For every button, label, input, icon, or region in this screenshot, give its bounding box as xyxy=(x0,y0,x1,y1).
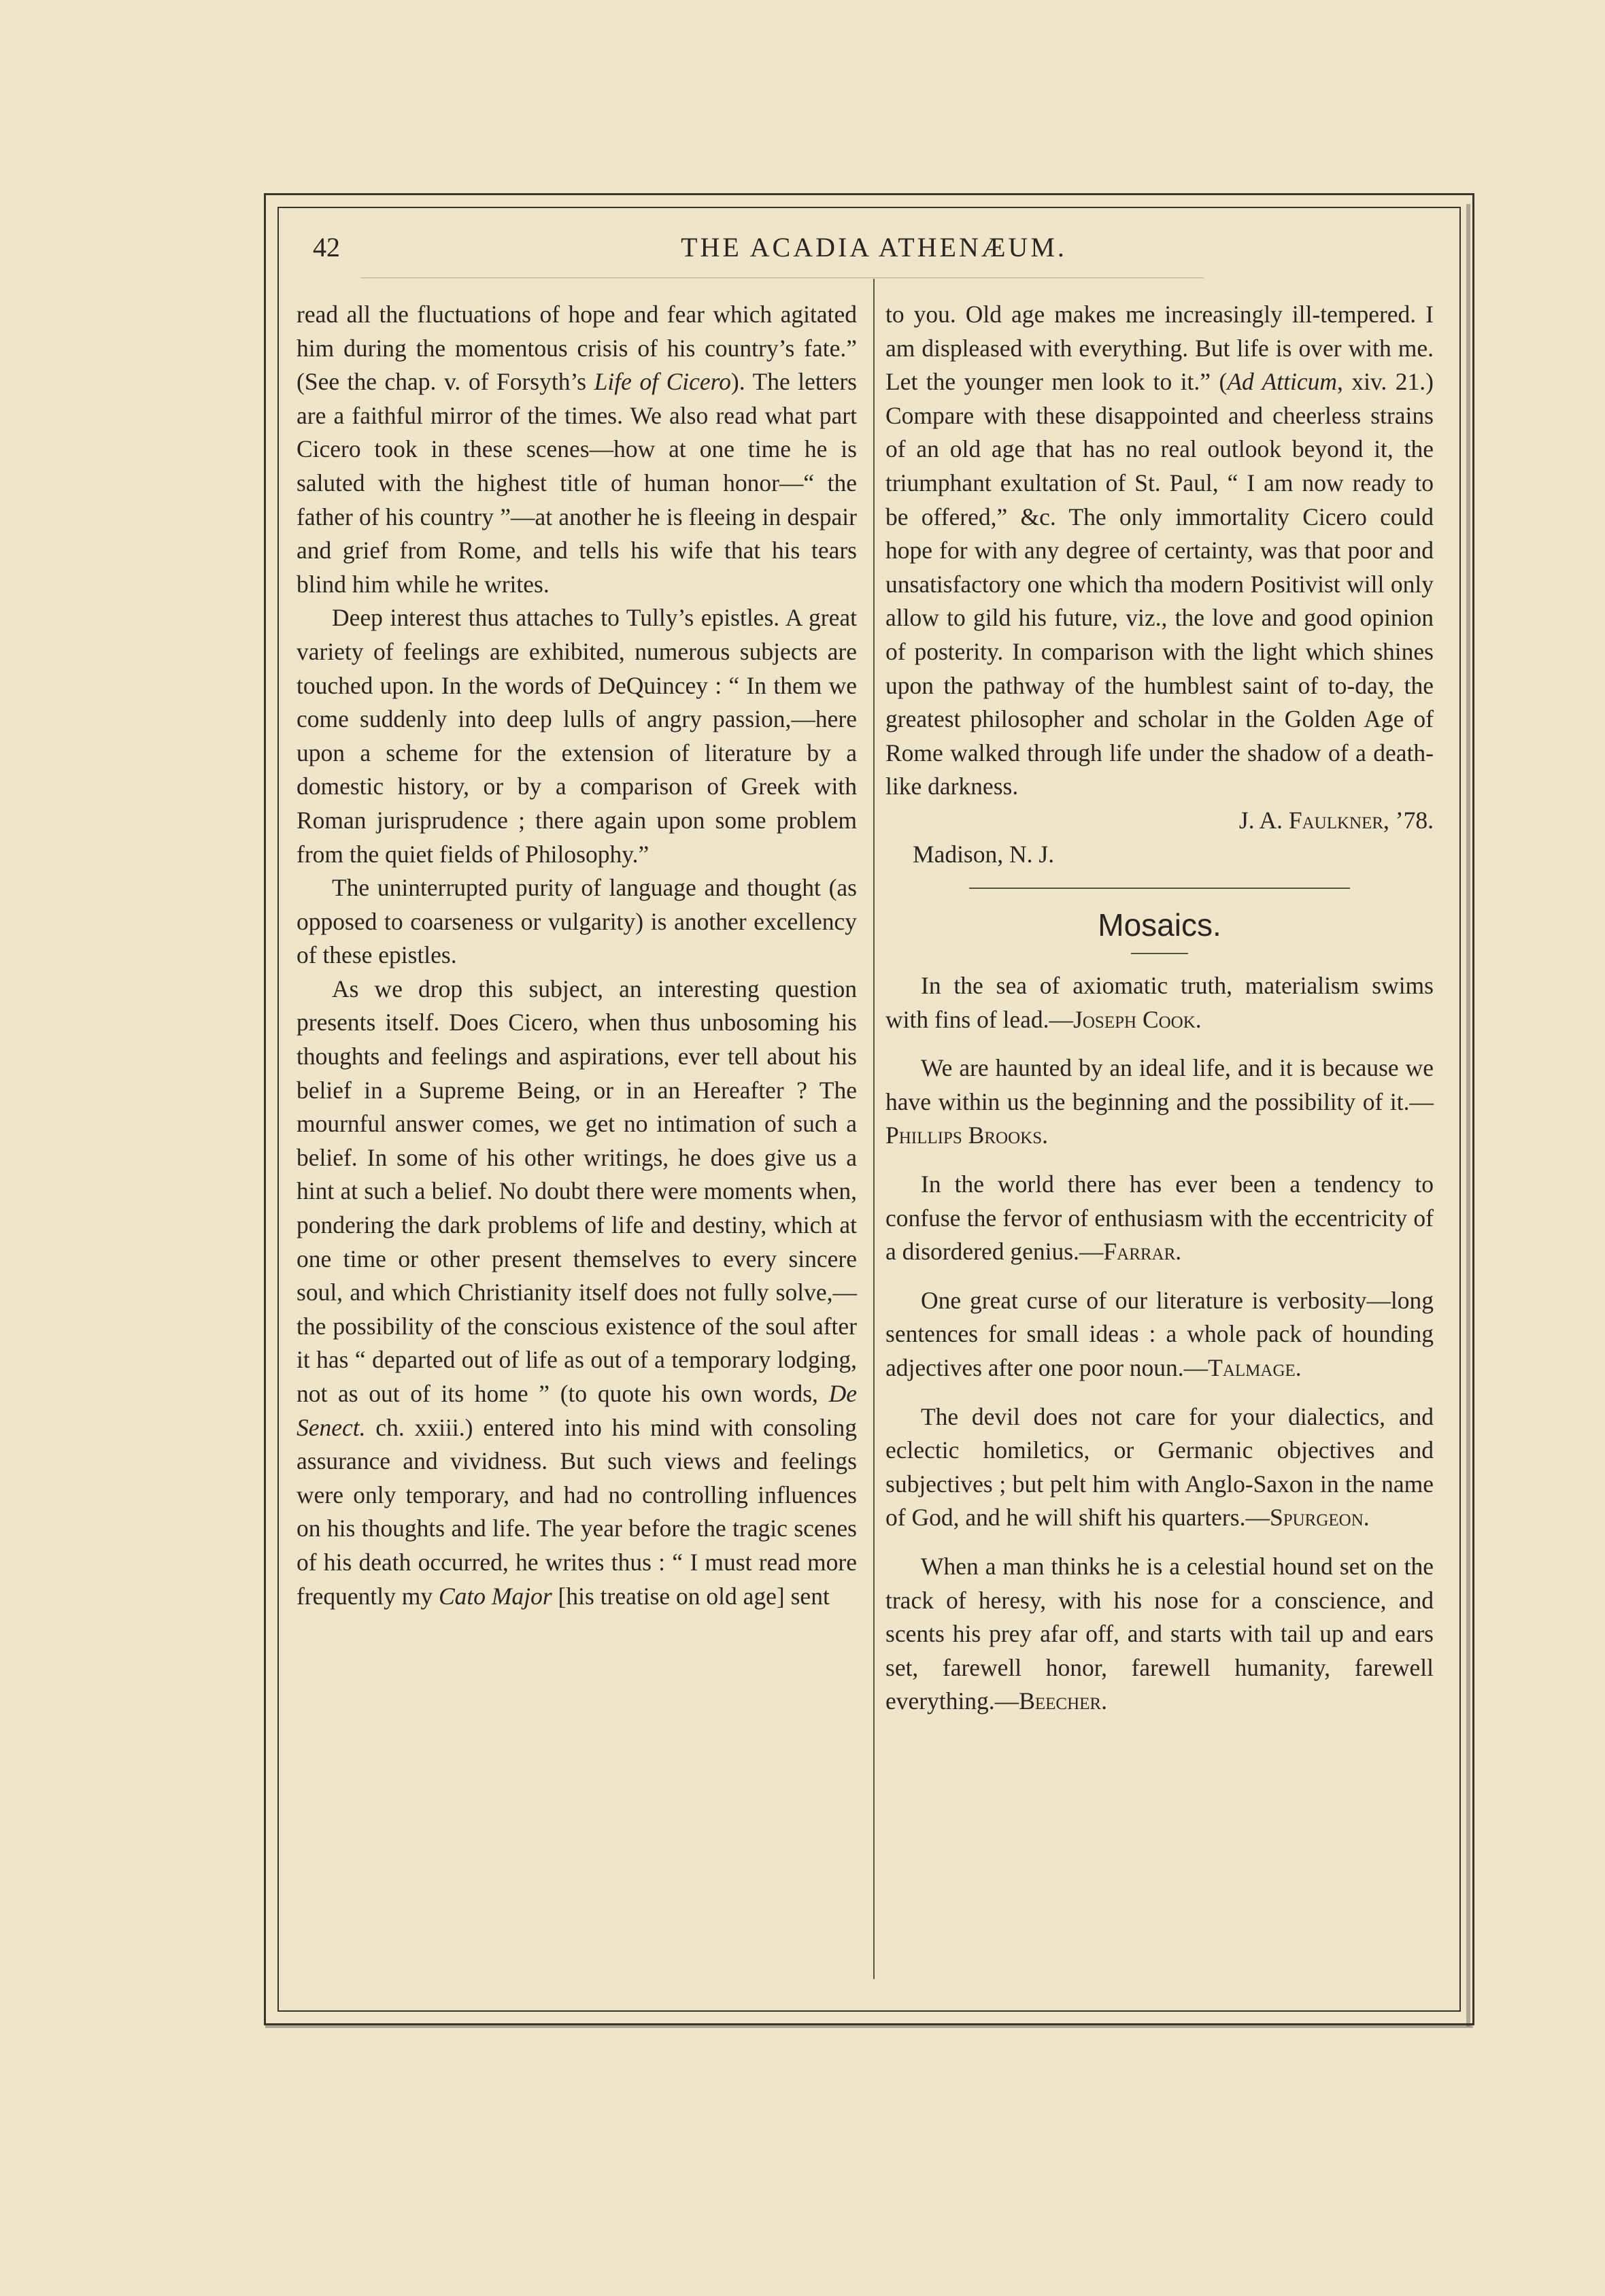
book-title: Cato Major xyxy=(439,1582,552,1610)
quote-author: Beecher. xyxy=(1019,1687,1107,1715)
mosaic-quote: When a man thinks he is a celestial hound set on the track of heresy, with his nose for a conscience, and scents his prey afar off, and starts with tail up and ears set, farewell honor, farewell humanity, farewell everything.—Beecher. xyxy=(885,1553,1434,1715)
quote-author: Phillips Brooks. xyxy=(885,1121,1048,1149)
page-header xyxy=(299,231,1449,272)
book-title: Ad Atticum xyxy=(1227,368,1338,396)
page-number: 42 xyxy=(313,232,340,263)
quote-author: Talmage. xyxy=(1208,1354,1302,1382)
paragraph: As we drop this subject, an interesting question presents itself. Does Cicero, when thus unbosoming his thoughts and feelings and aspirations, ever tell about his belief in a Supreme Being, or in an Hereafter ? The mournful answer comes, we get no intimation of such a belief. In some of his other writings, he does give us a hint at such a belief. No doubt there were moments when, pondering the dark problems of life and destiny, which at one time or other present themselves to every sincere soul, and which Christianity itself does not fully solve,—the possibility of the conscious existence of the soul after it has “ departed out of life as out of a temporary lodging, not as out of its home ” (to quote his own words, De Senect. ch. xxiii.) entered into his mind with consoling assurance and vividness. But such views and feelings were only temporary, and had no controlling influences on his thoughts and life. The year before the tragic scenes of his death occurred, he writes thus : “ I must read more frequently my Cato Major [his treatise on old age] sent xyxy=(297,975,857,1610)
left-column xyxy=(297,298,857,1613)
journal-title: THE ACADIA ATHENÆUM. xyxy=(681,232,1067,263)
section-title: Mosaics. xyxy=(1098,907,1221,943)
book-title: Life of Cicero xyxy=(594,368,731,396)
border-shadow-right xyxy=(1466,204,1470,2027)
quote-author: Joseph Cook. xyxy=(1073,1005,1202,1033)
mosaic-quote: One great curse of our literature is verbosity—long sentences for small ideas : a whole pack of hounding adjectives after one poor noun.—Talmage. xyxy=(885,1286,1434,1382)
quote-author: Farrar. xyxy=(1103,1238,1182,1266)
section-rule xyxy=(969,888,1350,889)
border-shadow-bottom xyxy=(265,2024,1473,2028)
author-place: Madison, N. J. xyxy=(913,840,1055,868)
book-title: De Senect. xyxy=(297,1380,857,1441)
mosaic-quote: The devil does not care for your dialectics, and eclectic homiletics, or Germanic objectives and subjectives ; but pelt him with Anglo-Saxon in the name of God, and he will shift his quarters.—Spurgeon. xyxy=(885,1402,1434,1532)
quote-author: Spurgeon. xyxy=(1269,1504,1370,1532)
mosaic-quote: In the world there has ever been a tendency to confuse the fervor of enthusiasm with the eccentricity of a disordered genius.—Farrar. xyxy=(885,1170,1434,1266)
column-divider xyxy=(873,279,875,1979)
paragraph: to you. Old age makes me increasingly ill-tempered. I am displeased with everything. But life is over with me. Let the younger men look to it.” (Ad Atticum, xiv. 21.) Compare with these disappointed and cheerless strains of an old age that has no real outlook beyond it, the triumphant exultation of St. Paul, “ I am now ready to be offered,” &c. The only immortality Cicero could hope for with any degree of certainty, was that poor and unsatisfactory one which tha modern Positivist will only allow to gild his future, viz., the love and good opinion of posterity. In comparison with the light which shines upon the pathway of the humblest saint of to-day, the greatest philosopher and scholar in the Golden Age of Rome walked through life under the shadow of a death-like darkness. xyxy=(885,301,1434,800)
paragraph: The uninterrupted purity of language and thought (as opposed to coarseness or vulgarity) is another excellency of these epistles. xyxy=(297,874,857,969)
mosaic-quote: In the sea of axiomatic truth, materialism swims with fins of lead.—Joseph Cook. xyxy=(885,972,1434,1033)
author-signature: J. A. Faulkner, ’78. xyxy=(1238,806,1434,834)
paragraph: Deep interest thus attaches to Tully’s epistles. A great variety of feelings are exhibited, numerous subjects are touched upon. In the words of DeQuincey : “ In them we come suddenly into deep lulls of angry passion,—here upon a scheme for the extension of literature by a domestic history, or by a comparison of Greek with Roman jurisprudence ; there again upon some problem from the quiet fields of Philosophy.” xyxy=(297,604,857,868)
mosaic-quote: We are haunted by an ideal life, and it is because we have within us the beginning and the possibility of it.—Phillips Brooks. xyxy=(885,1054,1434,1149)
right-column xyxy=(885,298,1434,1734)
title-rule xyxy=(1131,953,1188,954)
paragraph: read all the fluctuations of hope and fear which agitated him during the momentous crisis of his country’s fate.” (See the chap. v. of Forsyth’s Life of Cicero). The letters are a faithful mirror of the times. We also read what part Cicero took in these scenes—how at one time he is saluted with the highest title of human honor—“ the father of his country ”—at another he is fleeing in despair and grief from Rome, and tells his wife that his tears blind him while he writes. xyxy=(297,301,857,598)
header-rule xyxy=(360,277,1204,278)
